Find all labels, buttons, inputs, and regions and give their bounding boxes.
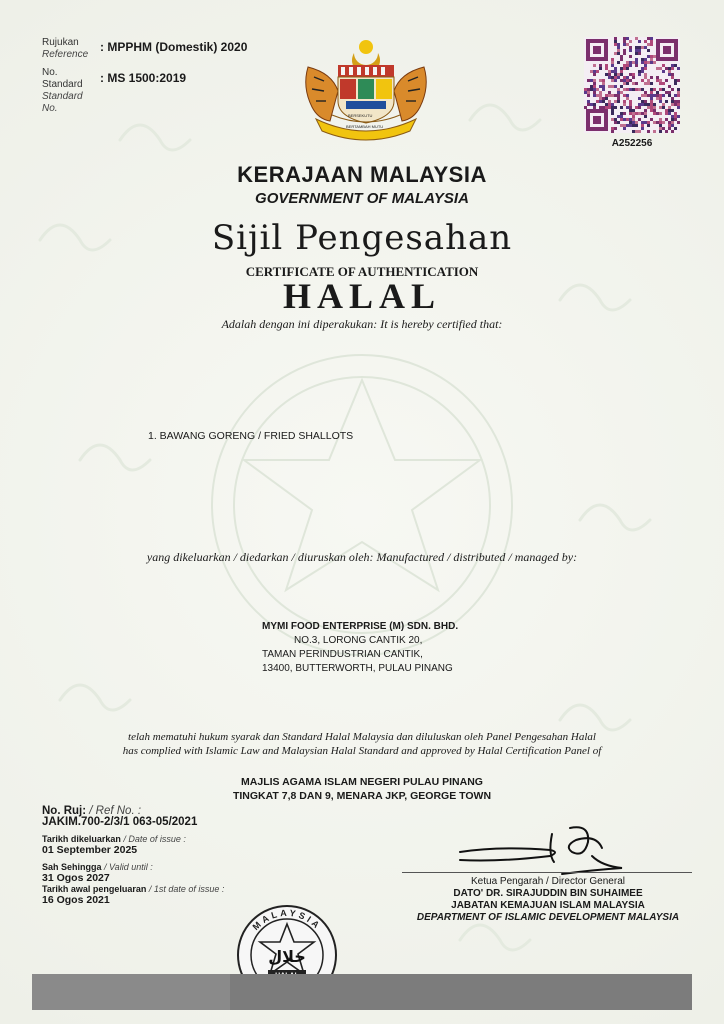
valid-until-value: 31 Ogos 2027 <box>42 872 110 884</box>
director-name: DATO' DR. SIRAJUDDIN BIN SUHAIMEE <box>453 888 643 899</box>
council-name: MAJLIS AGAMA ISLAM NEGERI PULAU PINANG <box>241 776 483 788</box>
department-malay: JABATAN KEMAJUAN ISLAM MALAYSIA <box>451 900 645 911</box>
director-block <box>398 876 698 924</box>
first-issue-label: Tarikh awal pengeluaran / 1st date of issue : <box>42 884 225 894</box>
ref-no-label: No. Ruj: / Ref No. : <box>42 805 142 817</box>
reference-value: : MPPHM (Domestik) 2020 <box>100 40 248 54</box>
crest-ribbon-bottom: BERTAMBAH MUTU <box>346 124 384 129</box>
standard-value: : MS 1500:2019 <box>100 71 187 85</box>
seal-top-text: MALAYSIA <box>250 907 324 933</box>
compliance-statement: telah mematuhi hukum syarak dan Standard Halal Malaysia dan diluluskan oleh Panel Pengesahan Halal has complied with Islamic Law and Malaysian Halal Standard and approved by Halal Certification Panel of <box>122 731 602 757</box>
product-item: 1. BAWANG GORENG / FRIED SHALLOTS <box>148 430 354 442</box>
company-address-3: 13400, BUTTERWORTH, PULAU PINANG <box>262 663 453 674</box>
qr-serial-number: A252256 <box>611 138 653 149</box>
director-title: Ketua Pengarah / Director General <box>471 876 625 887</box>
seal-glyph: حلال <box>268 947 306 966</box>
council-block <box>0 775 724 803</box>
issue-date-label: Tarikh dikeluarkan / Date of issue : <box>42 834 186 844</box>
director-signature-icon <box>452 822 642 878</box>
qr-code-icon <box>584 37 680 133</box>
halal-title: HALAL <box>282 276 442 316</box>
certificate-title-english: CERTIFICATE OF AUTHENTICATION <box>245 264 479 279</box>
standard-label: No. Standard Standard No. <box>42 67 83 114</box>
company-address-1: NO.3, LORONG CANTIK 20, <box>294 635 423 646</box>
reference-details <box>42 806 224 912</box>
government-title-english: GOVERNMENT OF MALAYSIA <box>255 190 469 207</box>
valid-until-label: Sah Sehingga / Valid until : <box>42 862 153 872</box>
malaysia-coat-of-arms-icon <box>296 37 436 141</box>
signature-line <box>402 872 692 873</box>
company-name: MYMI FOOD ENTERPRISE (M) SDN. BHD. <box>262 621 459 632</box>
certificate-title-malay: Sijil Pengesahan <box>211 218 513 258</box>
ref-no-value: JAKIM.700-2/3/1 063-05/2021 <box>42 816 198 828</box>
crest-ribbon-top: BERSEKUTU <box>348 113 373 118</box>
company-address-2: TAMAN PERINDUSTRIAN CANTIK, <box>262 649 423 660</box>
bottom-security-bar <box>32 974 692 1010</box>
company-block <box>262 620 458 676</box>
reference-label: Rujukan Reference <box>42 37 89 60</box>
government-title-malay: KERAJAAN MALAYSIA <box>237 162 487 187</box>
department-english: DEPARTMENT OF ISLAMIC DEVELOPMENT MALAYSIA <box>416 912 680 923</box>
first-issue-value: 16 Ogos 2021 <box>42 894 110 906</box>
issue-date-value: 01 September 2025 <box>42 844 138 856</box>
council-address: TINGKAT 7,8 DAN 9, MENARA JKP, GEORGE TOWN <box>232 790 492 802</box>
manufactured-by-line: yang dikeluarkan / diedarkan / diuruskan oleh: Manufactured / distributed / managed by: <box>146 550 578 564</box>
certify-statement: Adalah dengan ini diperakukan: It is hereby certified that: <box>221 317 503 331</box>
